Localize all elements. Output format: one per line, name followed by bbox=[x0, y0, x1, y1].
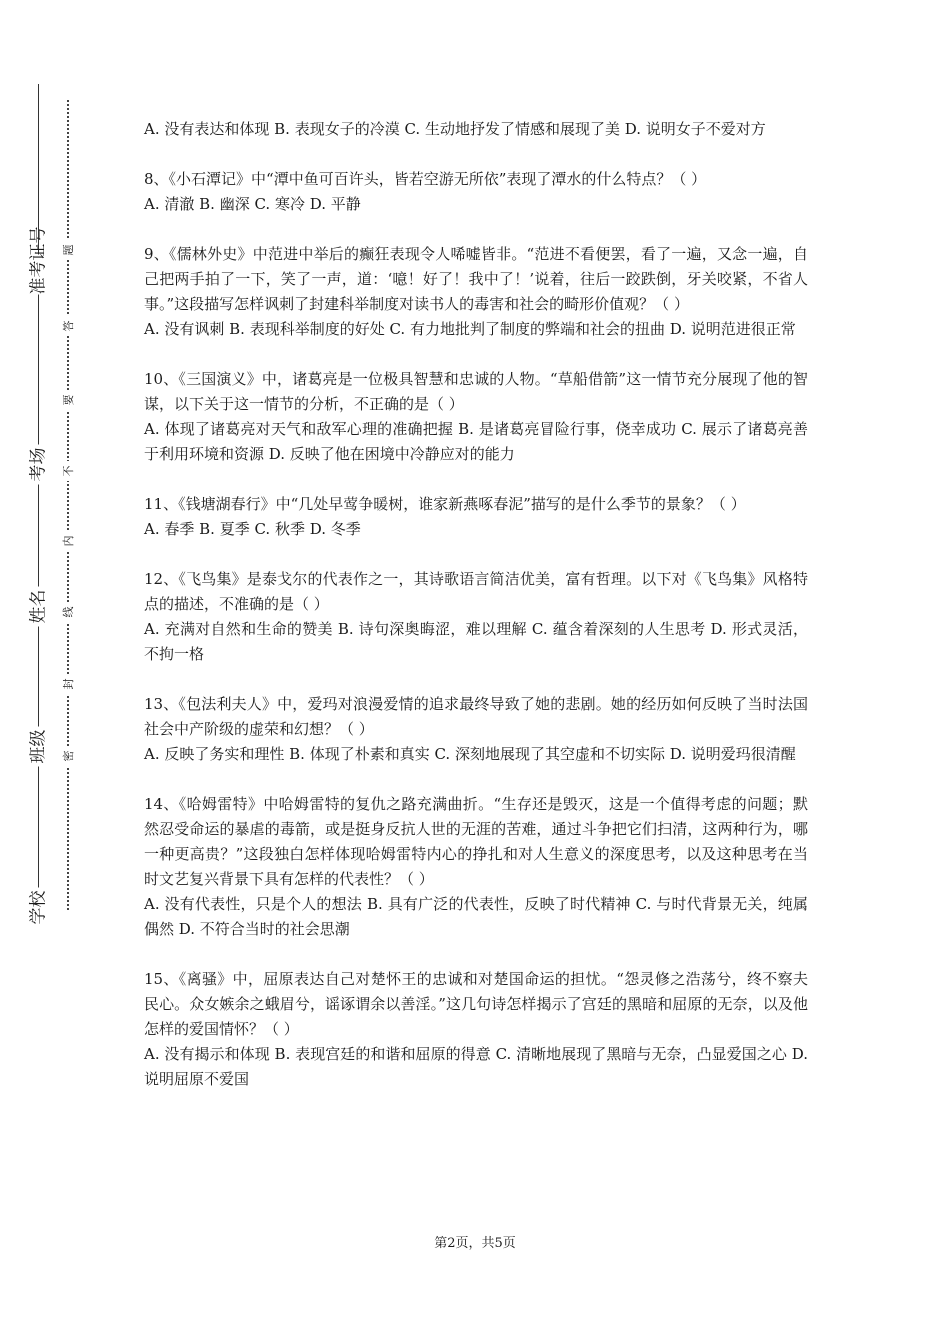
question-12 bbox=[144, 567, 808, 667]
field-exam-number: 准考证号 bbox=[24, 255, 49, 295]
seal-word: 要 bbox=[60, 390, 76, 410]
question-stem: 9、《儒林外史》中范进中举后的癫狂表现令人唏嘘皆非。“范进不看便罢，看了一遍，又念一遍，自己把两手拍了一下，笑了一声，道：‘噫！好了！我中了！’说着，往后一跤跌倒，牙关咬紧，不省人事。”这段描写怎样讽刺了封建科举制度对读书人的毒害和社会的畸形价值观？（ ） bbox=[144, 245, 808, 313]
question-10 bbox=[144, 367, 808, 467]
question-options: A. 反映了务实和理性 B. 体现了朴素和真实 C. 深刻地展现了其空虚和不切实际 D. 说明爱玛很清醒 bbox=[144, 745, 796, 763]
field-name: 姓名 bbox=[24, 587, 49, 627]
seal-word: 不 bbox=[60, 461, 76, 481]
seal-word: 封 bbox=[60, 674, 76, 694]
question-11 bbox=[144, 492, 808, 542]
question-options: A. 清澈 B. 幽深 C. 寒冷 D. 平静 bbox=[144, 195, 361, 213]
question-7-tail bbox=[144, 117, 808, 142]
question-list bbox=[144, 117, 808, 1117]
field-school: 学校 bbox=[24, 888, 49, 928]
binding-dotted-line bbox=[67, 100, 69, 910]
question-stem: 14、《哈姆雷特》中哈姆雷特的复仇之路充满曲折。“生存还是毁灭，这是一个值得考虑的问题；默然忍受命运的暴虐的毒箭，或是挺身反抗人世的无涯的苦难，通过斗争把它们扫清，这两种行为，哪一种更高贵？”这段独白怎样体现哈姆雷特内心的挣扎和对人生意义的深度思考，以及这种思考在当时文艺复兴背景下具有怎样的代表性？（ ） bbox=[144, 795, 808, 888]
question-options: A. 没有讽刺 B. 表现科举制度的好处 C. 有力地批判了制度的弊端和社会的扭曲 D. 说明范进很正常 bbox=[144, 320, 796, 338]
question-options: A. 没有表达和体现 B. 表现女子的冷漠 C. 生动地抒发了情感和展现了美 D. 说明女子不爱对方 bbox=[144, 120, 766, 138]
seal-word: 答 bbox=[60, 316, 76, 336]
question-options: A. 春季 B. 夏季 C. 秋季 D. 冬季 bbox=[144, 520, 361, 538]
binding-margin bbox=[0, 0, 110, 1344]
field-class: 班级 bbox=[24, 727, 49, 767]
question-14 bbox=[144, 792, 808, 942]
seal-word: 题 bbox=[60, 240, 76, 260]
seal-word: 密 bbox=[60, 746, 76, 766]
question-9 bbox=[144, 242, 808, 342]
question-stem: 11、《钱塘湖春行》中“几处早莺争暖树，谁家新燕啄春泥”描写的是什么季节的景象？（ ） bbox=[144, 495, 746, 513]
question-stem: 8、《小石潭记》中“潭中鱼可百许头，皆若空游无所依”表现了潭水的什么特点？（ ） bbox=[144, 170, 707, 188]
question-8 bbox=[144, 167, 808, 217]
seal-word: 线 bbox=[60, 602, 76, 622]
page-footer: 第2页，共5页 bbox=[434, 1236, 516, 1251]
question-options: A. 没有揭示和体现 B. 表现宫廷的和谐和屈原的得意 C. 清晰地展现了黑暗与无奈，凸显爱国之心 D. 说明屈原不爱国 bbox=[144, 1045, 808, 1088]
seal-word: 内 bbox=[60, 531, 76, 551]
question-13 bbox=[144, 692, 808, 767]
question-stem: 15、《离骚》中，屈原表达自己对楚怀王的忠诚和对楚国命运的担忧。“怨灵修之浩荡兮，终不察夫民心。众女嫉余之蛾眉兮，谣诼谓余以善淫。”这几句诗怎样揭示了宫廷的黑暗和屈原的无奈，以及他怎样的爱国情怀？（ ） bbox=[144, 970, 808, 1038]
question-options: A. 没有代表性，只是个人的想法 B. 具有广泛的代表性，反映了时代精神 C. 与时代背景无关，纯属偶然 D. 不符合当时的社会思潮 bbox=[144, 895, 808, 938]
binding-solid-line bbox=[38, 84, 39, 914]
question-options: A. 体现了诸葛亮对天气和敌军心理的准确把握 B. 是诸葛亮冒险行事，侥幸成功 C. 展示了诸葛亮善于利用环境和资源 D. 反映了他在困境中冷静应对的能力 bbox=[144, 420, 808, 463]
question-stem: 13、《包法利夫人》中，爱玛对浪漫爱情的追求最终导致了她的悲剧。她的经历如何反映了当时法国社会中产阶级的虚荣和幻想？（ ） bbox=[144, 695, 808, 738]
field-exam-room: 考场 bbox=[24, 445, 49, 485]
question-stem: 12、《飞鸟集》是泰戈尔的代表作之一，其诗歌语言简洁优美，富有哲理。以下对《飞鸟集》风格特点的描述，不准确的是（ ） bbox=[144, 570, 808, 613]
question-stem: 10、《三国演义》中，诸葛亮是一位极具智慧和忠诚的人物。“草船借箭”这一情节充分展现了他的智谋，以下关于这一情节的分析，不正确的是（ ） bbox=[144, 370, 808, 413]
question-15 bbox=[144, 967, 808, 1092]
question-options: A. 充满对自然和生命的赞美 B. 诗句深奥晦涩，难以理解 C. 蕴含着深刻的人生思考 D. 形式灵活，不拘一格 bbox=[144, 620, 808, 663]
